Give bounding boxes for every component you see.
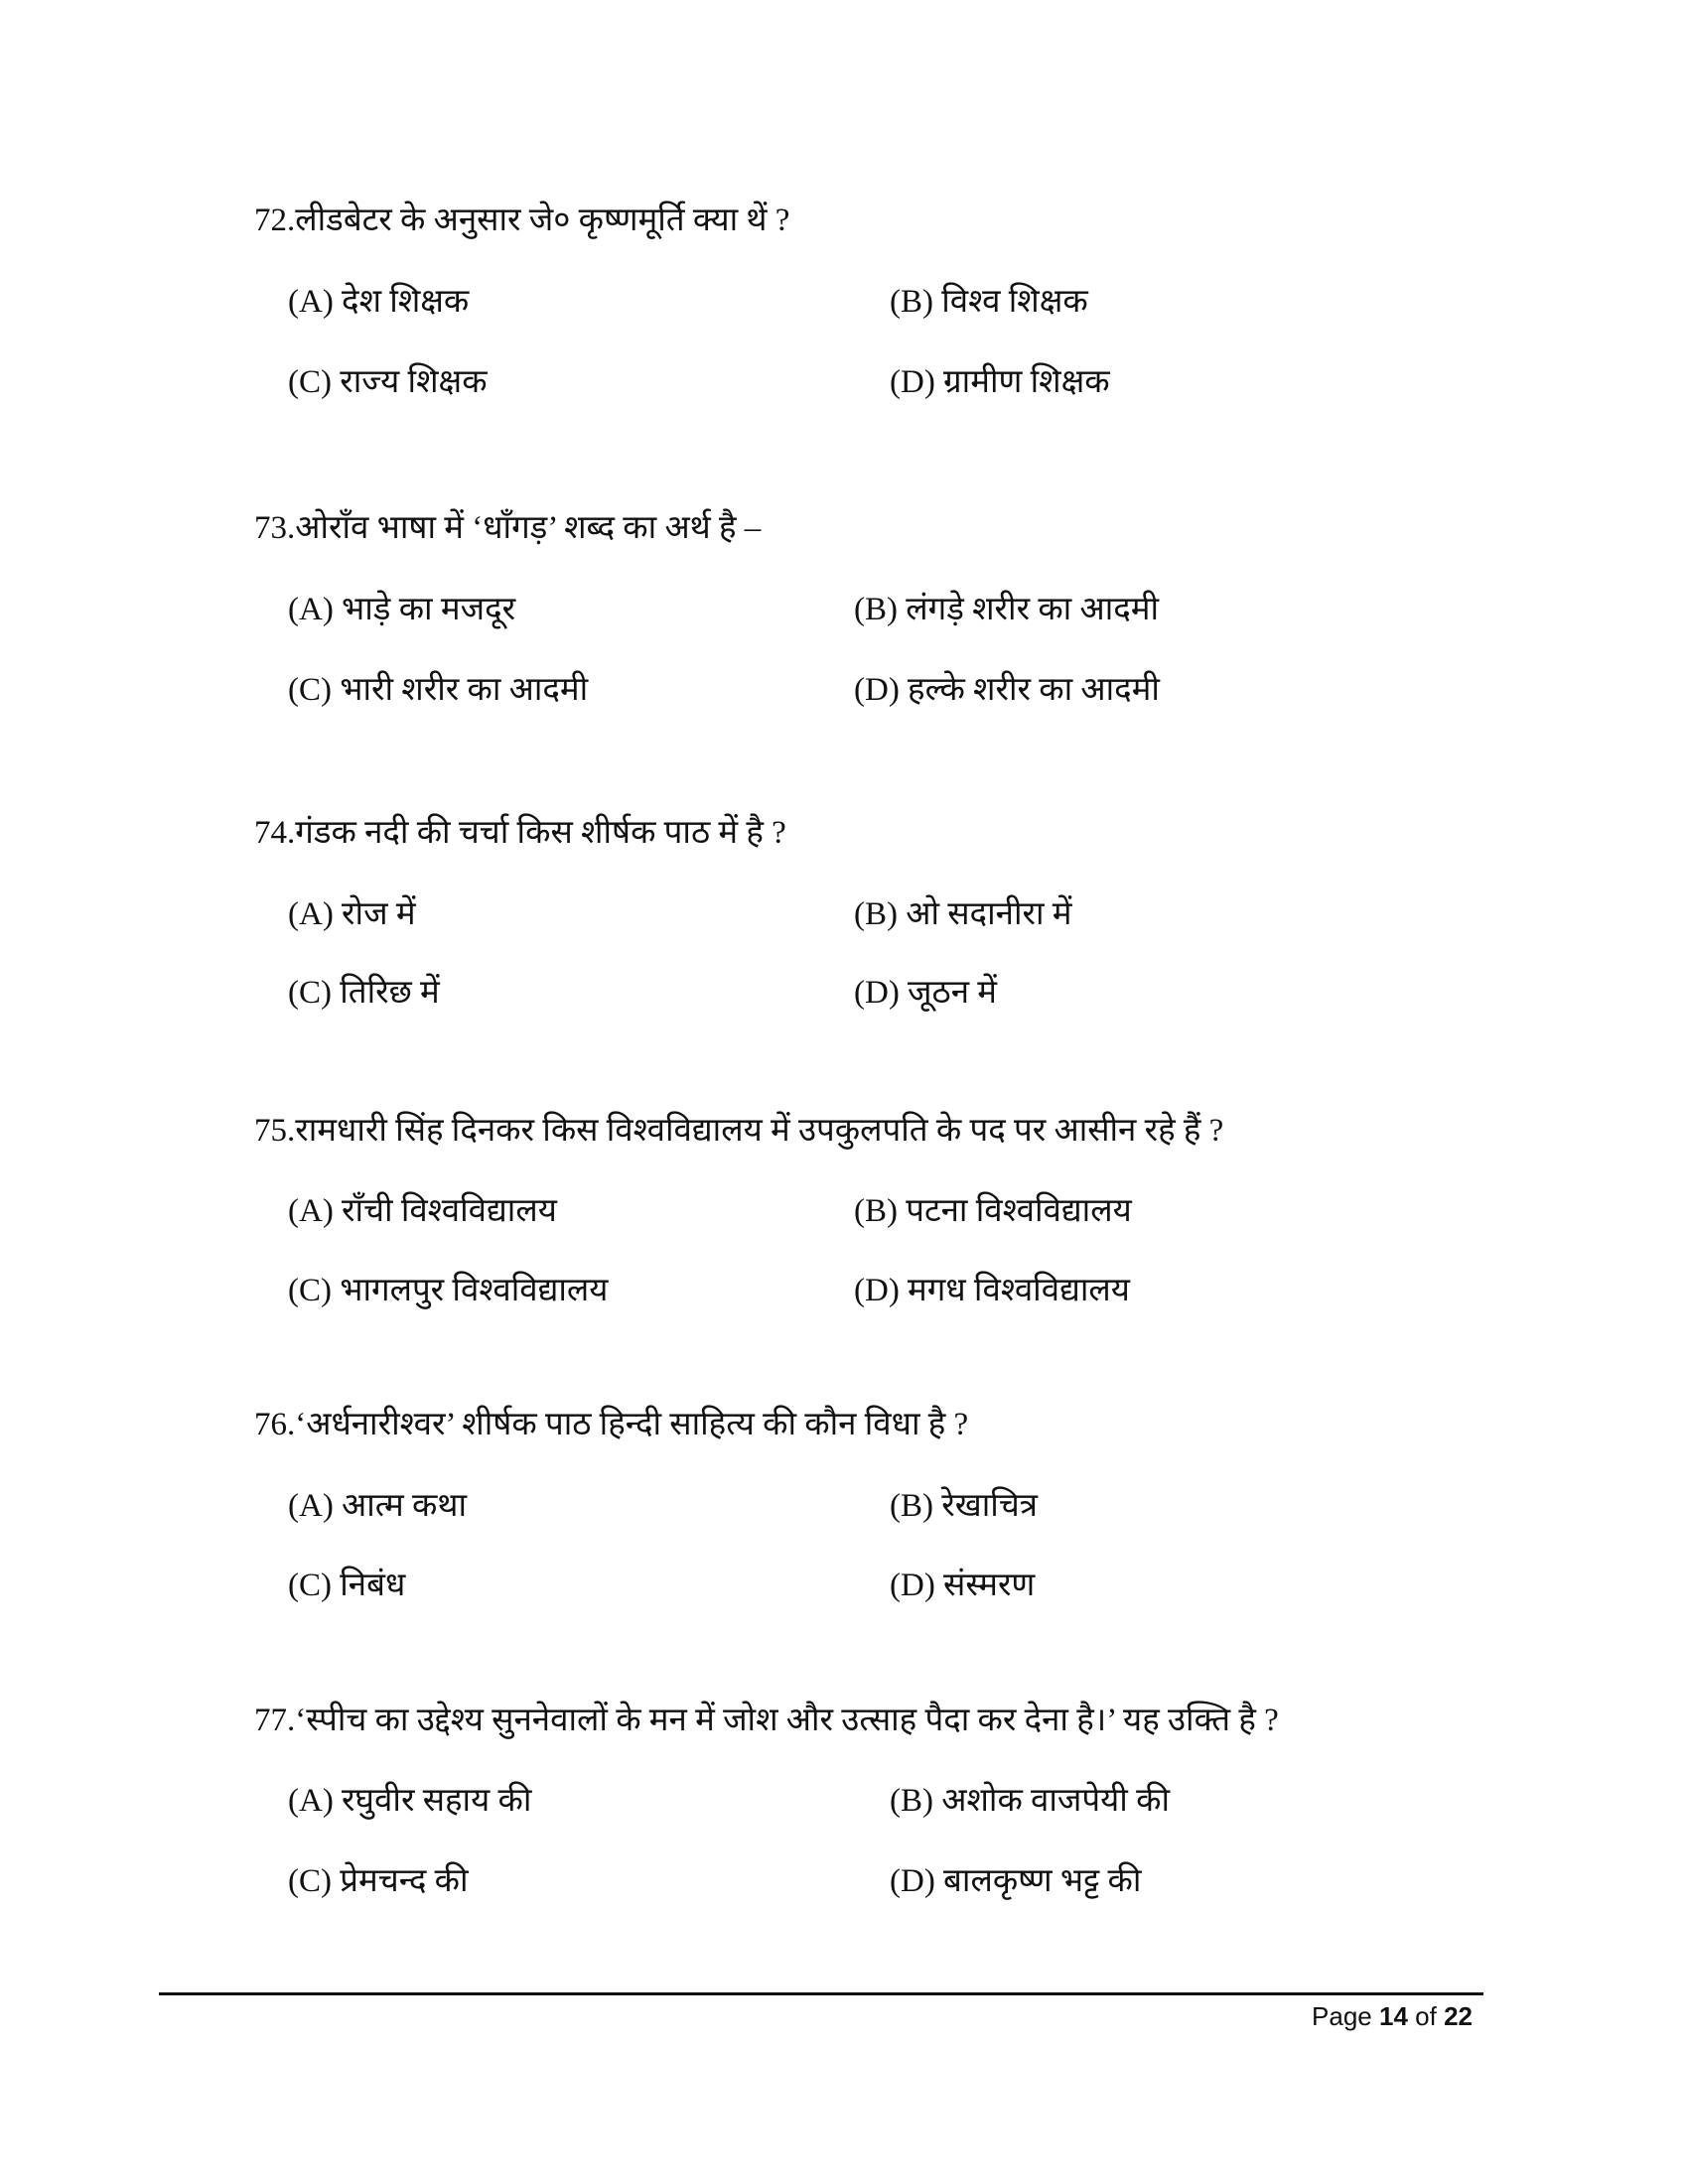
option-c [288, 360, 488, 404]
option-text: (D) बालकृष्ण भट्ट की [890, 1863, 1142, 1899]
option-c [288, 971, 440, 1015]
option-text: (D) जूठन में [854, 975, 998, 1011]
footer-divider [159, 1992, 1483, 1995]
option-text: (B) ओ सदानीरा में [854, 896, 1072, 932]
question-number: 75. [254, 1113, 296, 1149]
option-text: (B) पटना विश्वविद्यालय [854, 1193, 1132, 1229]
option-b [854, 892, 1072, 936]
option-a [288, 1484, 467, 1528]
question-number: 73. [254, 510, 296, 546]
option-text: (C) प्रेमचन्द की [288, 1863, 469, 1899]
question-72 [254, 199, 789, 242]
option-text: (D) संस्मरण [890, 1568, 1036, 1603]
option-text: (D) ग्रामीण शिक्षक [890, 364, 1110, 400]
question-74 [254, 811, 786, 855]
option-text: (B) रेखाचित्र [890, 1488, 1038, 1524]
of-label: of [1415, 2001, 1437, 2031]
question-text: रामधारी सिंह दिनकर किस विश्वविद्यालय में उपकुलपति के पद पर आसीन रहे हैं ? [295, 1113, 1224, 1149]
option-text: (B) अशोक वाजपेयी की [890, 1783, 1170, 1819]
option-text: (B) विश्व शिक्षक [890, 284, 1088, 320]
option-text: (C) भागलपुर विश्वविद्यालय [288, 1273, 609, 1308]
question-text: ‘स्पीच का उद्देश्य सुननेवालों के मन में जोश और उत्साह पैदा कर देना है।’ यह उक्ति है ? [295, 1703, 1279, 1738]
question-number: 76. [254, 1407, 296, 1442]
option-c [288, 668, 588, 712]
option-text: (A) राँची विश्वविद्यालय [288, 1193, 557, 1229]
question-76 [254, 1403, 968, 1446]
page-number [1312, 2001, 1473, 2032]
question-73 [254, 506, 761, 550]
option-b [890, 1779, 1170, 1823]
question-number: 77. [254, 1703, 296, 1738]
option-c [288, 1859, 469, 1903]
option-b [890, 1484, 1038, 1528]
option-text: (D) हल्के शरीर का आदमी [854, 672, 1160, 708]
option-text: (A) रघुवीर सहाय की [288, 1783, 532, 1819]
option-text: (C) निबंध [288, 1568, 406, 1603]
page-label: Page [1312, 2001, 1372, 2031]
option-text: (B) लंगड़े शरीर का आदमी [854, 592, 1159, 627]
option-b [854, 588, 1159, 631]
option-d [854, 1269, 1130, 1312]
option-text: (A) देश शिक्षक [288, 284, 470, 320]
option-b [890, 280, 1088, 324]
option-c [288, 1564, 405, 1607]
option-text: (C) भारी शरीर का आदमी [288, 672, 589, 708]
option-d [890, 1564, 1035, 1607]
option-a [288, 892, 416, 936]
question-number: 74. [254, 815, 296, 851]
option-text: (A) रोज में [288, 896, 416, 932]
current-page: 14 [1379, 2001, 1408, 2031]
question-text: गंडक नदी की चर्चा किस शीर्षक पाठ में है ? [295, 815, 786, 851]
option-d [890, 360, 1110, 404]
question-text: लीडबेटर के अनुसार जे० कृष्णमूर्ति क्या थें ? [295, 203, 790, 238]
option-a [288, 1779, 531, 1823]
question-text: ‘अर्धनारीश्वर’ शीर्षक पाठ हिन्दी साहित्य की कौन विधा है ? [295, 1407, 969, 1442]
option-text: (A) भाड़े का मजदूर [288, 592, 516, 627]
option-a [288, 280, 469, 324]
option-c [288, 1269, 608, 1312]
option-b [854, 1189, 1132, 1233]
question-text: ओरॉंव भाषा में ‘धाँगड़’ शब्द का अर्थ है – [295, 510, 762, 546]
total-pages: 22 [1444, 2001, 1473, 2031]
question-75 [254, 1109, 1223, 1153]
option-text: (C) तिरिछ में [288, 975, 440, 1011]
option-text: (A) आत्म कथा [288, 1488, 468, 1524]
question-number: 72. [254, 203, 296, 238]
option-d [890, 1859, 1141, 1903]
option-a [288, 588, 515, 631]
option-a [288, 1189, 557, 1233]
question-77 [254, 1699, 1279, 1742]
option-text: (D) मगध विश्वविद्यालय [854, 1273, 1130, 1308]
option-d [854, 971, 997, 1015]
option-text: (C) राज्य शिक्षक [288, 364, 488, 400]
option-d [854, 668, 1160, 712]
